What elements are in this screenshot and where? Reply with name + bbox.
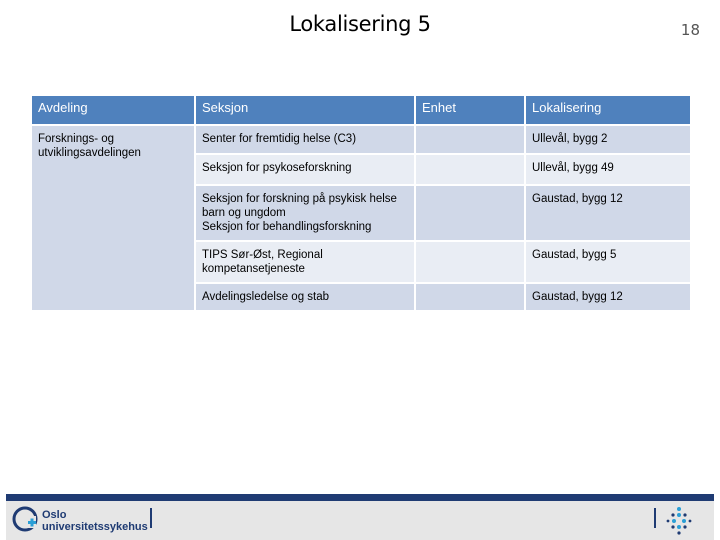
cell-lokalisering: Ullevål, bygg 49 bbox=[525, 154, 691, 185]
cell-seksjon bbox=[195, 185, 415, 241]
cell-seksjon-line: Seksjon for behandlingsforskning bbox=[202, 221, 372, 233]
hospital-logo-icon bbox=[12, 506, 38, 532]
cell-avdeling: Forsknings- og utviklingsavdelingen bbox=[31, 125, 195, 311]
cell-enhet bbox=[415, 125, 525, 154]
slide-title: Lokalisering 5 bbox=[289, 12, 431, 36]
cell-lokalisering: Gaustad, bygg 12 bbox=[525, 283, 691, 311]
location-table bbox=[30, 94, 692, 312]
decorative-dots-icon bbox=[664, 505, 694, 535]
cell-enhet bbox=[415, 185, 525, 241]
table-row bbox=[31, 125, 691, 154]
header-seksjon: Seksjon bbox=[195, 95, 415, 125]
header-enhet: Enhet bbox=[415, 95, 525, 125]
logo-line-1: Oslo bbox=[42, 509, 67, 521]
footer-separator bbox=[654, 508, 656, 528]
footer-bar bbox=[6, 494, 714, 501]
cell-lokalisering: Gaustad, bygg 12 bbox=[525, 185, 691, 241]
table-header-row bbox=[31, 95, 691, 125]
cell-lokalisering: Gaustad, bygg 5 bbox=[525, 241, 691, 283]
cell-enhet bbox=[415, 241, 525, 283]
cell-enhet bbox=[415, 154, 525, 185]
cell-seksjon: TIPS Sør-Øst, Regional kompetansetjeneste bbox=[195, 241, 415, 283]
cell-seksjon: Senter for fremtidig helse (C3) bbox=[195, 125, 415, 154]
cell-seksjon-line: Seksjon for forskning på psykisk helse barn og ungdom bbox=[202, 193, 397, 219]
header-avdeling: Avdeling bbox=[31, 95, 195, 125]
page-number: 18 bbox=[680, 21, 700, 39]
logo-line-2: universitetssykehus bbox=[42, 521, 148, 533]
cell-seksjon: Avdelingsledelse og stab bbox=[195, 283, 415, 311]
footer-separator bbox=[150, 508, 152, 528]
logo-text bbox=[42, 509, 148, 533]
cell-seksjon: Seksjon for psykoseforskning bbox=[195, 154, 415, 185]
cell-enhet bbox=[415, 283, 525, 311]
cell-lokalisering: Ullevål, bygg 2 bbox=[525, 125, 691, 154]
header-lokalisering: Lokalisering bbox=[525, 95, 691, 125]
